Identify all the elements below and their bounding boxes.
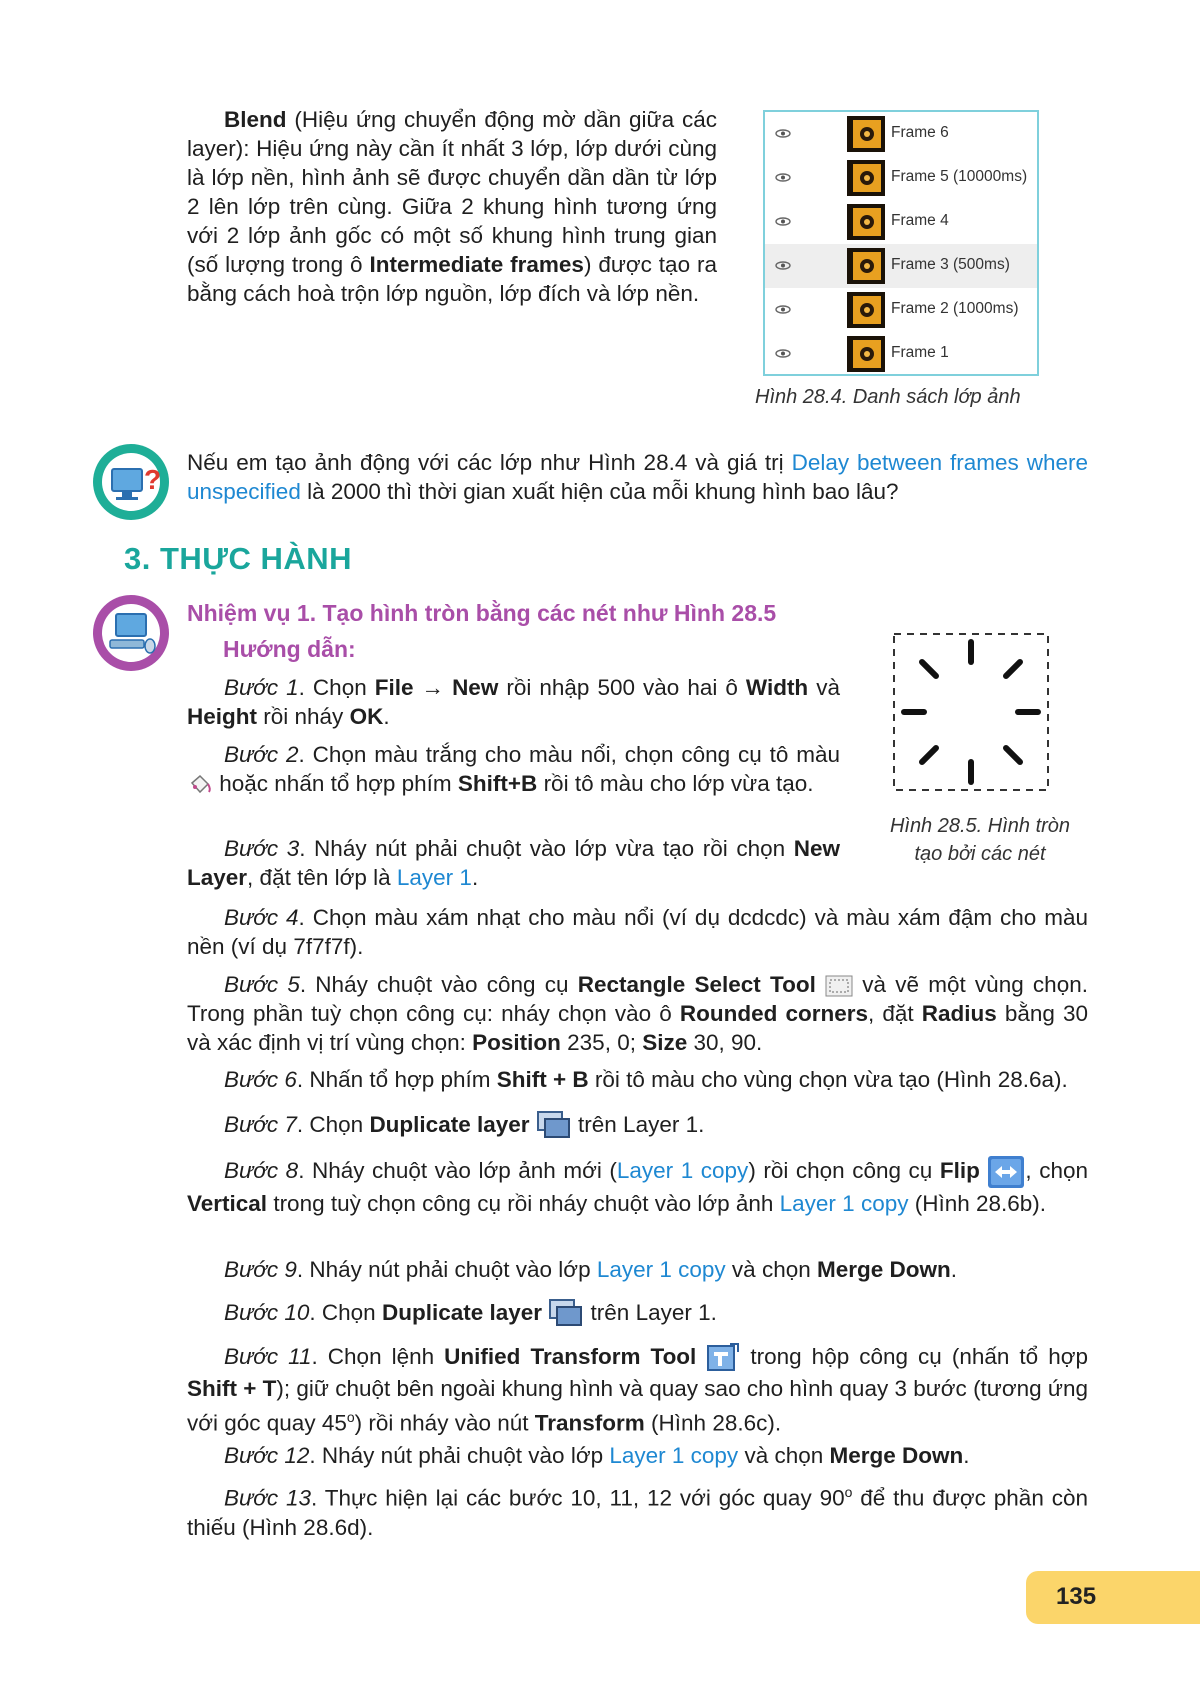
unified-transform-icon bbox=[706, 1342, 740, 1374]
step-2: Bước 2. Chọn màu trắng cho màu nổi, chọn công cụ tô màu hoặc nhấn tổ hợp phím Shift+B rồi tô màu cho lớp vừa tạo. bbox=[187, 740, 840, 798]
flip-tool-icon bbox=[987, 1155, 1025, 1189]
step-6: Bước 6. Nhấn tổ hợp phím Shift + B rồi tô màu cho vùng chọn vừa tạo (Hình 28.6a). bbox=[224, 1067, 1068, 1092]
blend-term: Blend bbox=[224, 107, 287, 132]
question-text: Nếu em tạo ảnh động với các lớp như Hình 28.4 và giá trị Delay between frames where unspecified là 2000 thì thời gian xuất hiện của mỗi khung hình bao lâu? bbox=[187, 450, 1088, 504]
layer-name: Frame 5 (10000ms) bbox=[891, 168, 1028, 185]
page-number-tab bbox=[1026, 1571, 1200, 1624]
step-13: Bước 13. Thực hiện lại các bước 10, 11, 12 với góc quay 90$^o$ để thu được phần còn thiếu (Hình 28.6d). bbox=[187, 1484, 1088, 1540]
frame-thumbnail bbox=[847, 248, 885, 284]
eye-icon[interactable] bbox=[775, 129, 791, 138]
blend-paragraph: Blend (Hiệu ứng chuyển động mờ dần giữa các layer): Hiệu ứng này cần ít nhất 3 lớp, lớp dưới cùng là lớp nền, hình ảnh sẽ được chuyển dần dần từ lớp 2 lên lớp trên cùng. Giữa 2 khung hình tương ứng với 2 lớp ảnh gốc có một số khung hình trung gian (số lượng trong ô Intermediate frames) được tạo ra bằng cách hoà trộn lớp nguồn, lớp đích và lớp nền. bbox=[187, 107, 717, 306]
frame-thumbnail bbox=[847, 116, 885, 152]
guide-label: Hướng dẫn: bbox=[223, 636, 356, 662]
step-1: Bước 1. Chọn File → New rồi nhập 500 vào hai ô Width và Height rồi nháy OK. bbox=[187, 675, 840, 729]
layer-name: Frame 4 bbox=[891, 212, 949, 229]
layer-name: Frame 3 (500ms) bbox=[891, 256, 1010, 273]
svg-text:?: ? bbox=[144, 464, 162, 495]
step-4: Bước 4. Chọn màu xám nhạt cho màu nổi (ví dụ dcdcdc) và màu xám đậm cho màu nền (ví dụ 7f7f7f). bbox=[187, 905, 1088, 959]
dashed-circle-figure bbox=[892, 632, 1050, 792]
figure-28-5-caption: Hình 28.5. Hình tròn tạo bởi các nét bbox=[889, 815, 1071, 865]
step-10: Bước 10. Chọn Duplicate layer trên Layer 1. bbox=[187, 1298, 1088, 1330]
eye-icon[interactable] bbox=[775, 261, 791, 270]
duplicate-layer-icon bbox=[548, 1298, 584, 1330]
frame-thumbnail bbox=[847, 292, 885, 328]
question-icon bbox=[92, 443, 170, 521]
layer-name: Frame 1 bbox=[891, 344, 949, 361]
task-1-title: Nhiệm vụ 1. Tạo hình tròn bằng các nét như Hình 28.5 bbox=[187, 600, 777, 626]
frame-thumbnail bbox=[847, 160, 885, 196]
layer-row[interactable] bbox=[765, 112, 1037, 156]
rectangle-select-icon bbox=[825, 975, 853, 997]
frame-thumbnail bbox=[847, 336, 885, 372]
step-8: Bước 8. Nháy chuột vào lớp ảnh mới (Layer 1 copy) rồi chọn công cụ Flip , chọn Vertical trong tuỳ chọn công cụ rồi nháy chuột vào lớp ảnh Layer 1 copy (Hình 28.6b). bbox=[187, 1155, 1088, 1218]
section-title: 3. THỰC HÀNH bbox=[124, 541, 353, 576]
layer-row-selected[interactable] bbox=[765, 244, 1037, 288]
task-icon bbox=[92, 594, 170, 672]
eye-icon[interactable] bbox=[775, 349, 791, 358]
step-12: Bước 12. Nháy nút phải chuột vào lớp Layer 1 copy và chọn Merge Down. bbox=[224, 1443, 970, 1468]
frame-thumbnail bbox=[847, 204, 885, 240]
layer-list-panel bbox=[763, 110, 1039, 376]
bucket-fill-icon bbox=[187, 773, 213, 797]
layer-row[interactable] bbox=[765, 156, 1037, 200]
step-3: Bước 3. Nháy nút phải chuột vào lớp vừa tạo rồi chọn New Layer, đặt tên lớp là Layer 1. bbox=[187, 836, 840, 890]
duplicate-layer-icon bbox=[536, 1110, 572, 1142]
layer-name: Frame 6 bbox=[891, 124, 949, 141]
layer-row[interactable] bbox=[765, 288, 1037, 332]
step-11: Bước 11. Chọn lệnh Unified Transform Tool trong hộp công cụ (nhấn tổ hợp Shift + T); giữ chuột bên ngoài khung hình và quay sao cho hình quay 3 bước (tương ứng với góc quay 45$^o$) rồi nháy vào nút Transform (Hình 28.6c). bbox=[187, 1344, 1089, 1436]
figure-28-4-caption: Hình 28.4. Danh sách lớp ảnh bbox=[755, 386, 1021, 408]
eye-icon[interactable] bbox=[775, 173, 791, 182]
eye-icon[interactable] bbox=[775, 217, 791, 226]
eye-icon[interactable] bbox=[775, 305, 791, 314]
step-7: Bước 7. Chọn Duplicate layer trên Layer 1. bbox=[187, 1110, 1088, 1142]
step-5: Bước 5. Nháy chuột vào công cụ Rectangle Select Tool và vẽ một vùng chọn. Trong phần tuỳ chọn công cụ: nháy chọn vào ô Rounded corners, đặt Radius bằng 30 và xác định vị trí vùng chọn: Position 235, 0; Size 30, 90. bbox=[187, 972, 1088, 1055]
step-9: Bước 9. Nháy nút phải chuột vào lớp Layer 1 copy và chọn Merge Down. bbox=[224, 1257, 958, 1282]
page-number: 135 bbox=[1056, 1583, 1097, 1610]
layer-name: Frame 2 (1000ms) bbox=[891, 300, 1019, 317]
layer-row[interactable] bbox=[765, 200, 1037, 244]
delay-setting-link: Delay between frames where unspecified bbox=[187, 450, 1088, 504]
layer-row[interactable] bbox=[765, 332, 1037, 376]
